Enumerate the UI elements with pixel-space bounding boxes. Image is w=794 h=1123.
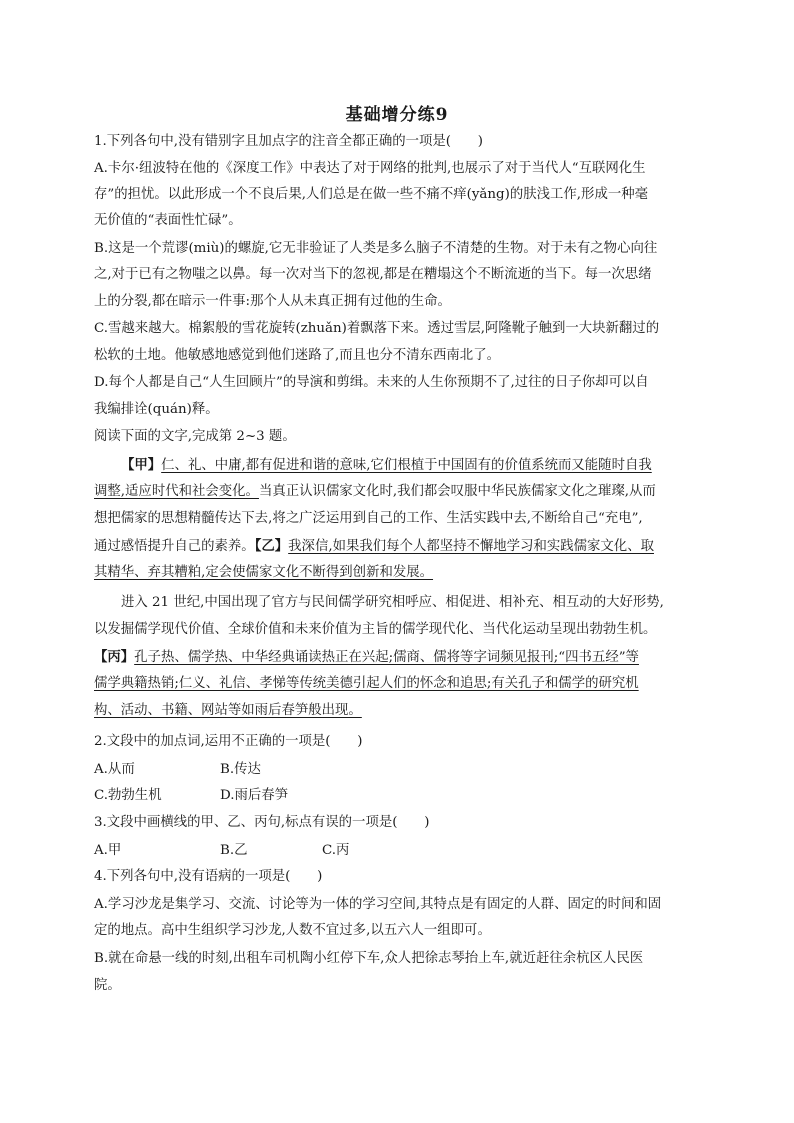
passage-p1-line3: 想把儒家的思想精髓传达下去,将之广泛运用到自己的工作、生活实践中去,不断给自己“充电”, (94, 511, 643, 526)
passage-p1-line2 (94, 483, 656, 501)
q2-option-b: B.传达 (220, 762, 261, 777)
sentence-tag-jia: 【甲】 (121, 457, 162, 473)
passage-p1-line1 (121, 456, 652, 475)
passage-p1-line5 (94, 564, 433, 582)
underlined-sentence-jia-part1: 仁、礼、中庸,都有促进和谐的意味,它们根植于中国固有的价值系统而又能随时自我 (161, 458, 652, 473)
q2-option-d: D.雨后春笋 (220, 788, 289, 803)
q1-option-b-line1: B.这是一个荒谬(miù)的螺旋,它无非验证了人类是多么脑子不清楚的生物。对于未有之物心向往 (94, 241, 658, 256)
sentence-tag-bing: 【丙】 (94, 649, 135, 665)
underlined-sentence-yi-part2: 其精华、弃其糟粕,定会使儒家文化不断得到创新和发展。 (94, 565, 434, 580)
q2-option-a: A.从而 (94, 762, 135, 777)
q1-option-c-line1: C.雪越来越大。棉絮般的雪花旋转(zhuǎn)着飘落下来。透过雪层,阿隆靴子触到一大块新翻过的 (94, 321, 660, 336)
q2-option-c: C.勃勃生机 (94, 788, 162, 803)
q1-option-d-line2: 我编排诠(quán)释。 (94, 402, 219, 417)
passage-p2-line3 (94, 648, 639, 667)
underlined-sentence-bing-part3: 构、活动、书籍、网站等如雨后春笋般出现。 (94, 703, 362, 718)
sentence-tag-yi: 【乙】 (254, 538, 289, 554)
q4-option-a-line1: A.学习沙龙是集学习、交流、讨论等为一体的学习空间,其特点是有固定的人群、固定的时间和固 (94, 897, 662, 912)
underlined-sentence-jia-part2: 调整,适应时代和社会变化。 (94, 484, 259, 499)
page-title: 基础增分练9 (345, 105, 449, 125)
passage-p2-line4 (94, 675, 639, 693)
underlined-sentence-bing-part2: 儒学典籍热销;仁义、礼信、孝悌等传统美德引起人们的怀念和追思;有关孔子和儒学的研究机 (94, 676, 639, 691)
passage-p2-line2: 以发掘儒学现代价值、全球价值和未来价值为主旨的儒学现代化、当代化运动呈现出勃勃生机。 (94, 622, 657, 637)
passage-p2-line5 (94, 702, 362, 720)
reading-intro: 阅读下面的文字,完成第 2~3 题。 (94, 429, 296, 444)
passage-p2-line1: 进入 21 世纪,中国出现了官方与民间儒学研究相呼应、相促进、相补充、相互动的大好形势, (121, 595, 664, 610)
q1-option-c-line2: 松软的土地。他敏感地感觉到他们迷路了,而且也分不清东西南北了。 (94, 348, 500, 363)
q1-option-b-line3: 上的分裂,都在暗示一件事:那个人从未真正拥有过他的生命。 (94, 294, 451, 309)
q3-option-c: C.丙 (322, 843, 350, 858)
q1-option-d-line1: D.每个人都是自己“人生回顾片”的导演和剪缉。未来的人生你预期不了,过往的日子你却可以自 (94, 375, 649, 390)
underlined-sentence-yi-part1: 我深信,如果我们每个人都坚持不懈地学习和实践儒家文化、取 (288, 539, 654, 554)
q1-option-a-line2: 存”的担忧。以此形成一个不良后果,人们总是在做一些不痛不痒(yǎng)的肤浅工作,形成一种毫 (94, 187, 649, 202)
q2-stem: 2.文段中的加点词,运用不正确的一项是( ) (94, 734, 363, 749)
passage-p1-line4 (94, 537, 654, 556)
q4-option-b-line1: B.就在命悬一线的时刻,出租车司机陶小红停下车,众人把徐志琴抬上车,就近赶往余杭区人民医 (94, 951, 644, 966)
q3-stem: 3.文段中画横线的甲、乙、丙句,标点有误的一项是( ) (94, 815, 430, 830)
q4-stem: 4.下列各句中,没有语病的一项是( ) (94, 869, 323, 884)
q1-option-a-line3: 无价值的“表面性忙碌”。 (94, 213, 242, 228)
passage-text: 当真正认识儒家文化时,我们都会叹服中华民族儒家文化之璀璨,从而 (258, 484, 656, 499)
q4-option-a-line2: 定的地点。高中生组织学习沙龙,人数不宜过多,以五六人一组即可。 (94, 923, 491, 938)
q3-option-a: A.甲 (94, 843, 122, 858)
q1-stem: 1.下列各句中,没有错别字且加点字的注音全都正确的一项是( ) (94, 134, 484, 149)
q3-option-b: B.乙 (220, 843, 248, 858)
q1-option-a-line1: A.卡尔·纽波特在他的《深度工作》中表达了对于网络的批判,也展示了对于当代人“互联网化生 (94, 161, 646, 176)
q1-option-b-line2: 之,对于已有之物嗤之以鼻。每一次对当下的忽视,都是在糟塌这个不断流逝的当下。每一次思绪 (94, 267, 652, 282)
passage-text: 通过感悟提升自己的素养。 (94, 539, 255, 554)
underlined-sentence-bing-part1: 孔子热、儒学热、中华经典诵读热正在兴起;儒商、儒将等字词频见报刊;“四书五经”等 (134, 650, 639, 665)
q4-option-b-line2: 院。 (94, 978, 121, 993)
